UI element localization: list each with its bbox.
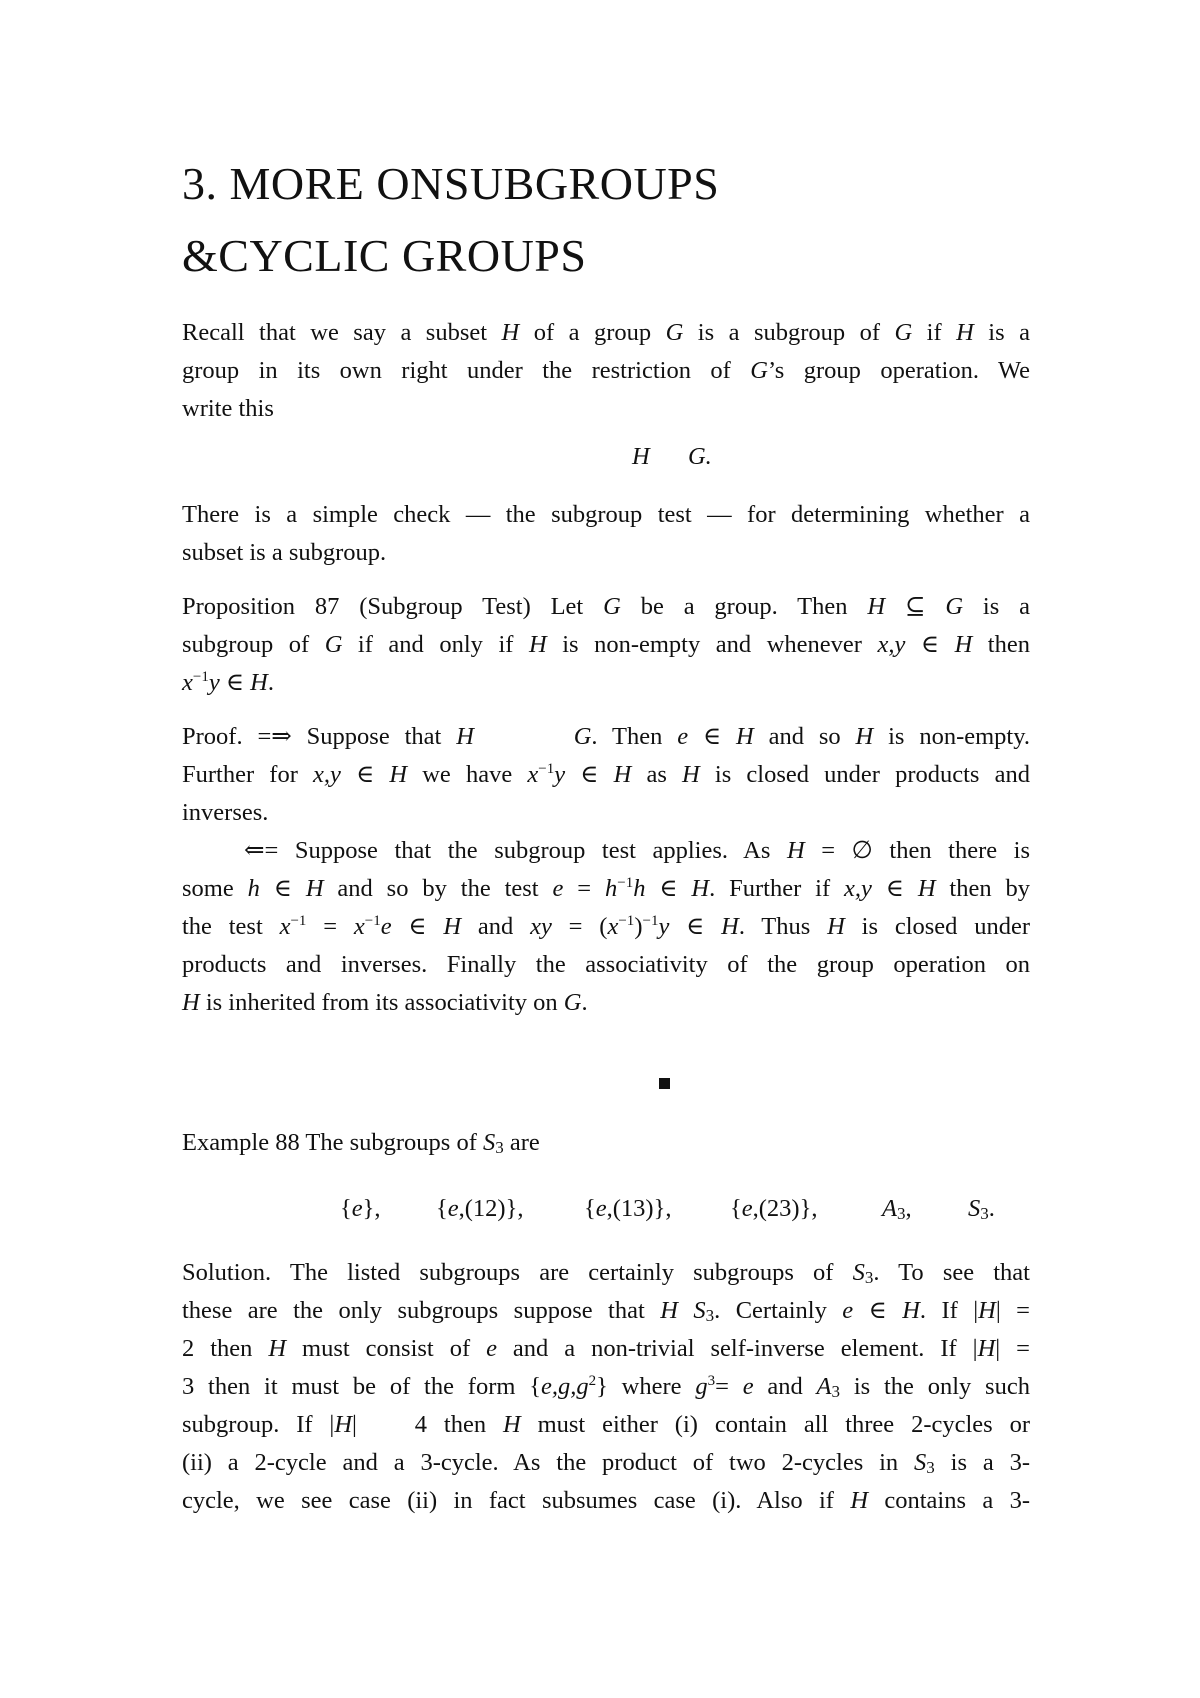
- display-h: H: [632, 443, 650, 470]
- proof-line-5: some h ∈ H and so by the test $e = h^{-1}h$ ∈ H. Further if x,y ∈ H then by: [182, 875, 1031, 902]
- proposition-line-3: $x^{-1}y$ ∈ H.: [182, 669, 274, 696]
- proof-line-3: inverses.: [182, 799, 269, 826]
- subgroup-display-equation: [632, 438, 712, 476]
- solution-line-5: subgroup. If |H| 4 then H must either (i) contain all three 2-cycles or: [182, 1411, 1031, 1438]
- subgroup-list: [182, 1190, 1030, 1228]
- intro-line-2: group in its own right under the restriction of G’s group operation. We: [182, 357, 1030, 384]
- solution-line-4: 3 then it must be of the form $\{e,g,g^2\}$ where $g^3= e$ and $A_3$ is the only such: [182, 1373, 1030, 1401]
- proof-line-2: Further for x,y ∈ H we have $x^{-1}y$ ∈ H as H is closed under products and: [182, 761, 1030, 788]
- intro-paragraph: [182, 314, 1030, 428]
- example-line-1: Example 88 The subgroups of $S_3$ are: [182, 1129, 540, 1157]
- intro-line-1: Recall that we say a subset H of a group G is a subgroup of G if H is a: [182, 319, 1030, 346]
- proof: [182, 718, 1030, 1022]
- display-g: G.: [687, 443, 712, 470]
- example-88: [182, 1124, 1030, 1162]
- proposition-87: [182, 588, 1030, 702]
- solution-line-6: (ii) a 2-cycle and a 3-cycle. As the product of two 2-cycles in $S_3$ is a 3-: [182, 1449, 1031, 1477]
- subgroup-s3: $S_3$.: [968, 1195, 995, 1223]
- proof-line-7: products and inverses. Finally the associativity of the group operation on: [182, 951, 1030, 978]
- proof-line-1: Proof. =⇒ Suppose that H G. Then e ∈ H and so H is non-empty.: [182, 723, 1031, 750]
- solution-line-2: these are the only subgroups suppose that H $S_3$. Certainly e ∈ H. If |H| =: [182, 1297, 1030, 1325]
- check-paragraph: [182, 496, 1030, 572]
- intro-line-3: write this: [182, 395, 274, 422]
- proof-line-6: the test $x^{-1} = x^{-1}e$ ∈ H and xy = $(x^{-1})^{-1}y$ ∈ H. Thus H is closed under: [182, 913, 1031, 940]
- solution-line-7: cycle, we see case (ii) in fact subsumes case (i). Also if H contains a 3-: [182, 1487, 1030, 1514]
- chapter-title-line-1: 3. MORE ONSUBGROUPS: [182, 158, 720, 209]
- chapter-title-line-2: &CYCLIC GROUPS: [182, 230, 587, 281]
- proposition-line-2: subgroup of G if and only if H is non-empty and whenever x,y ∈ H then: [182, 631, 1030, 658]
- check-line-1: There is a simple check — the subgroup test — for determining whether a: [182, 501, 1030, 528]
- solution-line-3: 2 then H must consist of e and a non-trivial self-inverse element. If |H| =: [182, 1335, 1030, 1362]
- qed-square-icon: [659, 1078, 670, 1089]
- subgroup-trivial: {e},: [340, 1195, 381, 1222]
- subgroup-12: {e,(12)},: [436, 1195, 524, 1222]
- subgroup-13: {e,(13)},: [584, 1195, 672, 1222]
- proposition-line-1: Proposition 87 (Subgroup Test) Let G be a group. Then H ⊆ G is a: [182, 593, 1031, 620]
- solution-line-1: Solution. The listed subgroups are certainly subgroups of $S_3$. To see that: [182, 1259, 1030, 1287]
- proof-line-4: ⇐= Suppose that the subgroup test applies. As H = ∅ then there is: [244, 837, 1030, 864]
- proof-line-8: H is inherited from its associativity on G.: [182, 989, 588, 1016]
- chapter-title: [182, 148, 719, 292]
- solution: [182, 1254, 1030, 1520]
- subgroup-a3: $A_3$,: [882, 1195, 912, 1223]
- subgroup-23: {e,(23)},: [730, 1195, 818, 1222]
- check-line-2: subset is a subgroup.: [182, 539, 387, 566]
